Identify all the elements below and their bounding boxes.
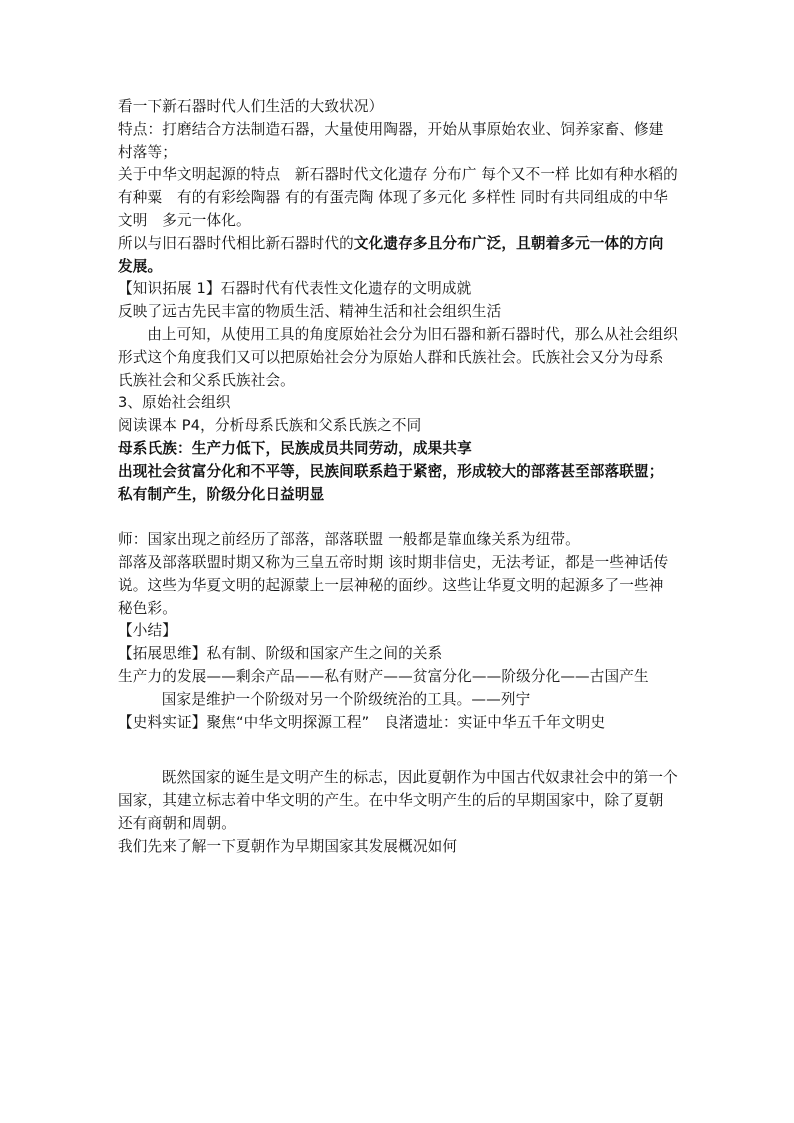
summary-heading: 【小结】 — [118, 622, 177, 640]
extension-thinking-heading: 【拓展思维】私有制、阶级和国家产生之间的关系 — [118, 645, 443, 663]
section-heading-primitive-society: 3、原始社会组织 — [118, 394, 231, 412]
blank-line — [118, 506, 678, 529]
blank-line — [118, 734, 678, 757]
paragraph-life-reflection: 反映了远古先民丰富的物质生活、精神生活和社会组织生活 — [118, 303, 502, 321]
paragraph-reading-task: 阅读课本 P4，分析母系氏族和父系氏族之不同 — [118, 417, 422, 435]
paragraph-teacher-note: 师：国家出现之前经历了部落，部落联盟 一般都是靠血缘关系为纽带。 — [118, 531, 580, 549]
historical-evidence-heading: 【史料实证】聚焦“中华文明探源工程” 良渚遗址：实证中华五千年文明史 — [118, 713, 606, 731]
paragraph-neolithic-intro: 看一下新石器时代人们生活的大致状况） — [118, 98, 384, 115]
comparison-bold: 文化遗存多且分布广泛，且朝着多元一体的方向发展。 — [118, 234, 664, 275]
paragraph-three-sovereigns: 部落及部落联盟时期又称为三皇五帝时期 该时期非信史，无法考证，都是一些神话传说。这些为华夏文明的起源蒙上一层神秘的面纱。这些让华夏文明的起源多了一些神秘色彩。 — [118, 553, 669, 617]
paragraph-social-organization: 由上可知，从使用工具的角度原始社会分为旧石器和新石器时代，那么从社会组织形式这个角度我们又可以把原始社会分为原始人群和氏族社会。氏族社会又分为母系氏族社会和父系氏族社会。 — [118, 325, 678, 389]
paragraph-xia-dynasty: 既然国家的诞生是文明产生的标志，因此夏朝作为中国古代奴隶社会中的第一个国家，其建立标志着中华文明的产生。在中华文明产生的后的早期国家中，除了夏朝还有商朝和周朝。 — [118, 769, 678, 832]
document-body — [118, 96, 678, 858]
quote-lenin: 国家是维护一个阶级对另一个阶级统治的工具。——列宁 — [161, 690, 531, 708]
spacer — [118, 757, 678, 767]
paragraph-xia-overview: 我们先来了解一下夏朝作为早期国家其发展概况如何 — [118, 837, 458, 855]
paragraph-civilization-origin: 关于中华文明起源的特点 新石器时代文化遗存 分布广 每个又不一样 比如有种水稻的 有种粟 有的有彩绘陶器 有的有蛋壳陶 体现了多元化 多样性 同时有共同组成的中华文明 多元一体化。 — [118, 166, 678, 229]
paragraph-patriarchal: 出现社会贫富分化和不平等，民族间联系趋于紧密，形成较大的部落甚至部落联盟；私有制产生，阶级分化日益明显 — [118, 462, 664, 503]
paragraph-comparison — [118, 233, 678, 279]
paragraph-development-chain: 生产力的发展——剩余产品——私有财产——贫富分化——阶级分化——古国产生 — [118, 667, 649, 685]
paragraph-matriarchal: 母系氏族：生产力低下，民族成员共同劳动，成果共享 — [118, 439, 472, 457]
paragraph-neolithic-features: 特点：打磨结合方法制造石器，大量使用陶器，开始从事原始农业、饲养家畜、修建村落等； — [118, 120, 664, 161]
comparison-plain: 所以与旧石器时代相比新石器时代的 — [118, 234, 354, 252]
knowledge-extension-heading: 【知识拓展 1】石器时代有代表性文化遗存的文明成就 — [118, 280, 472, 298]
